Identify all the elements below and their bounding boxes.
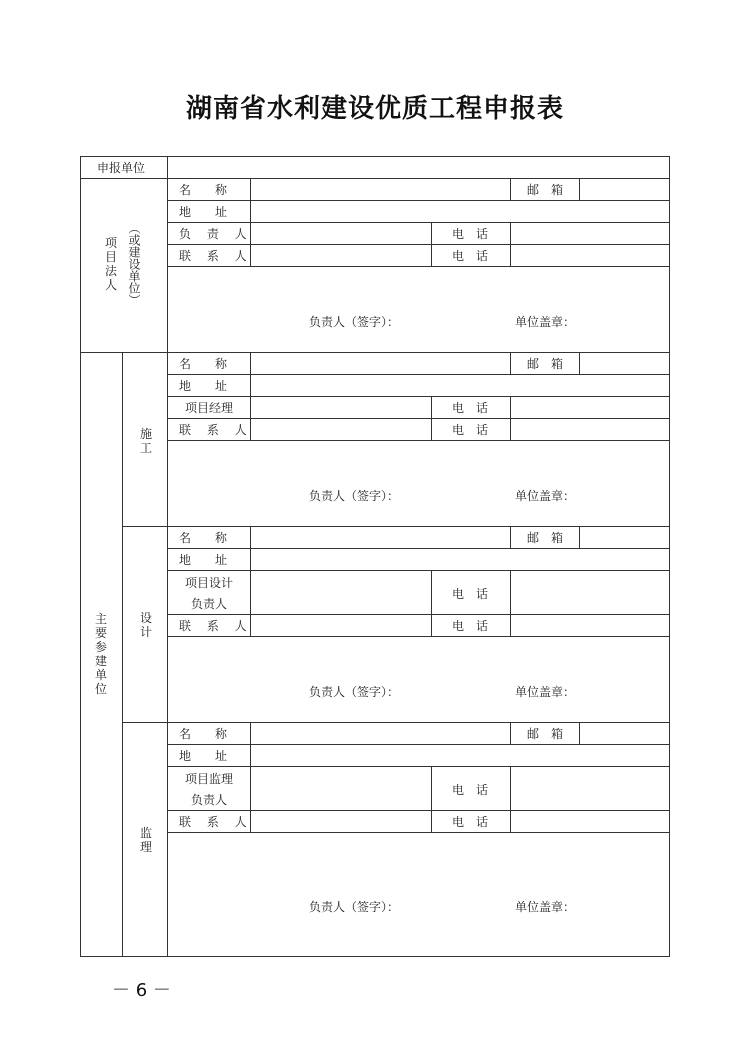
table-border-left [80,156,81,957]
divider [122,352,123,957]
phone-label: 电 话 [452,401,489,415]
phone-label: 电 话 [452,423,489,437]
design-lead-label: 项目设计 [185,576,234,590]
address-label: 地 址 [179,379,228,393]
contact-label: 联 系 人 [179,619,253,633]
legal-person-note: （或建设单位） [127,222,141,306]
address-label: 地 址 [179,553,228,567]
supervision-lead-label: 项目监理 [185,772,234,786]
divider [167,766,670,767]
phone-label: 电 话 [452,227,489,241]
supervision-label: 监理 [139,826,152,854]
divider [510,178,511,200]
divider [167,156,168,957]
postcode-label: 邮 箱 [527,531,564,545]
seal-label: 单位盖章： [515,685,576,699]
signature-label: 负责人（签字）： [309,900,400,914]
divider [167,374,670,375]
table-border-bottom [80,956,670,957]
construction-label: 施工 [139,427,152,455]
phone-label: 电 话 [452,619,489,633]
divider [510,526,511,548]
divider [167,832,670,833]
divider [167,810,670,811]
project-manager-label: 项目经理 [185,401,234,415]
postcode-label: 邮 箱 [527,357,564,371]
design-lead-label: 负责人 [191,597,228,611]
legal-person-label: 项目法人 [104,236,117,292]
page-number: － 6 － [112,980,171,1001]
divider [579,526,580,548]
divider [167,266,670,267]
seal-label: 单位盖章： [515,315,576,329]
divider [167,200,670,201]
divider [510,570,511,636]
divider [510,766,511,832]
seal-label: 单位盖章： [515,900,576,914]
divider [167,244,670,245]
divider [167,744,670,745]
phone-label: 电 话 [452,815,489,829]
responsible-label: 负 责 人 [179,227,253,241]
supervision-lead-label: 负责人 [191,793,228,807]
divider [579,352,580,374]
main-units-label: 主要参建单位 [94,612,107,696]
name-label: 名 称 [179,531,228,545]
divider [167,570,670,571]
contact-label: 联 系 人 [179,249,253,263]
divider [167,440,670,441]
divider [167,396,670,397]
applicant-label: 申报单位 [97,161,146,175]
divider [431,222,432,266]
signature-label: 负责人（签字）： [309,489,400,503]
page-title: 湖南省水利建设优质工程申报表 [185,94,564,124]
divider [167,222,670,223]
phone-label: 电 话 [452,783,489,797]
divider [167,418,670,419]
divider [431,766,432,832]
divider [122,722,670,723]
divider [510,396,511,440]
postcode-label: 邮 箱 [527,727,564,741]
divider [431,570,432,636]
divider [510,222,511,266]
divider [167,636,670,637]
signature-label: 负责人（签字）： [309,315,400,329]
name-label: 名 称 [179,727,228,741]
divider [431,396,432,440]
phone-label: 电 话 [452,587,489,601]
divider [167,614,670,615]
table-border-right [669,156,670,957]
signature-label: 负责人（签字）： [309,685,400,699]
name-label: 名 称 [179,357,228,371]
divider [579,722,580,744]
seal-label: 单位盖章： [515,489,576,503]
name-label: 名 称 [179,183,228,197]
design-label: 设计 [139,611,152,639]
contact-label: 联 系 人 [179,815,253,829]
postcode-label: 邮 箱 [527,183,564,197]
divider [80,352,670,353]
divider [510,352,511,374]
divider [167,548,670,549]
contact-label: 联 系 人 [179,423,253,437]
divider [122,526,670,527]
address-label: 地 址 [179,205,228,219]
divider [80,178,670,179]
table-border-top [80,156,670,157]
phone-label: 电 话 [452,249,489,263]
divider [579,178,580,200]
divider [510,722,511,744]
address-label: 地 址 [179,749,228,763]
